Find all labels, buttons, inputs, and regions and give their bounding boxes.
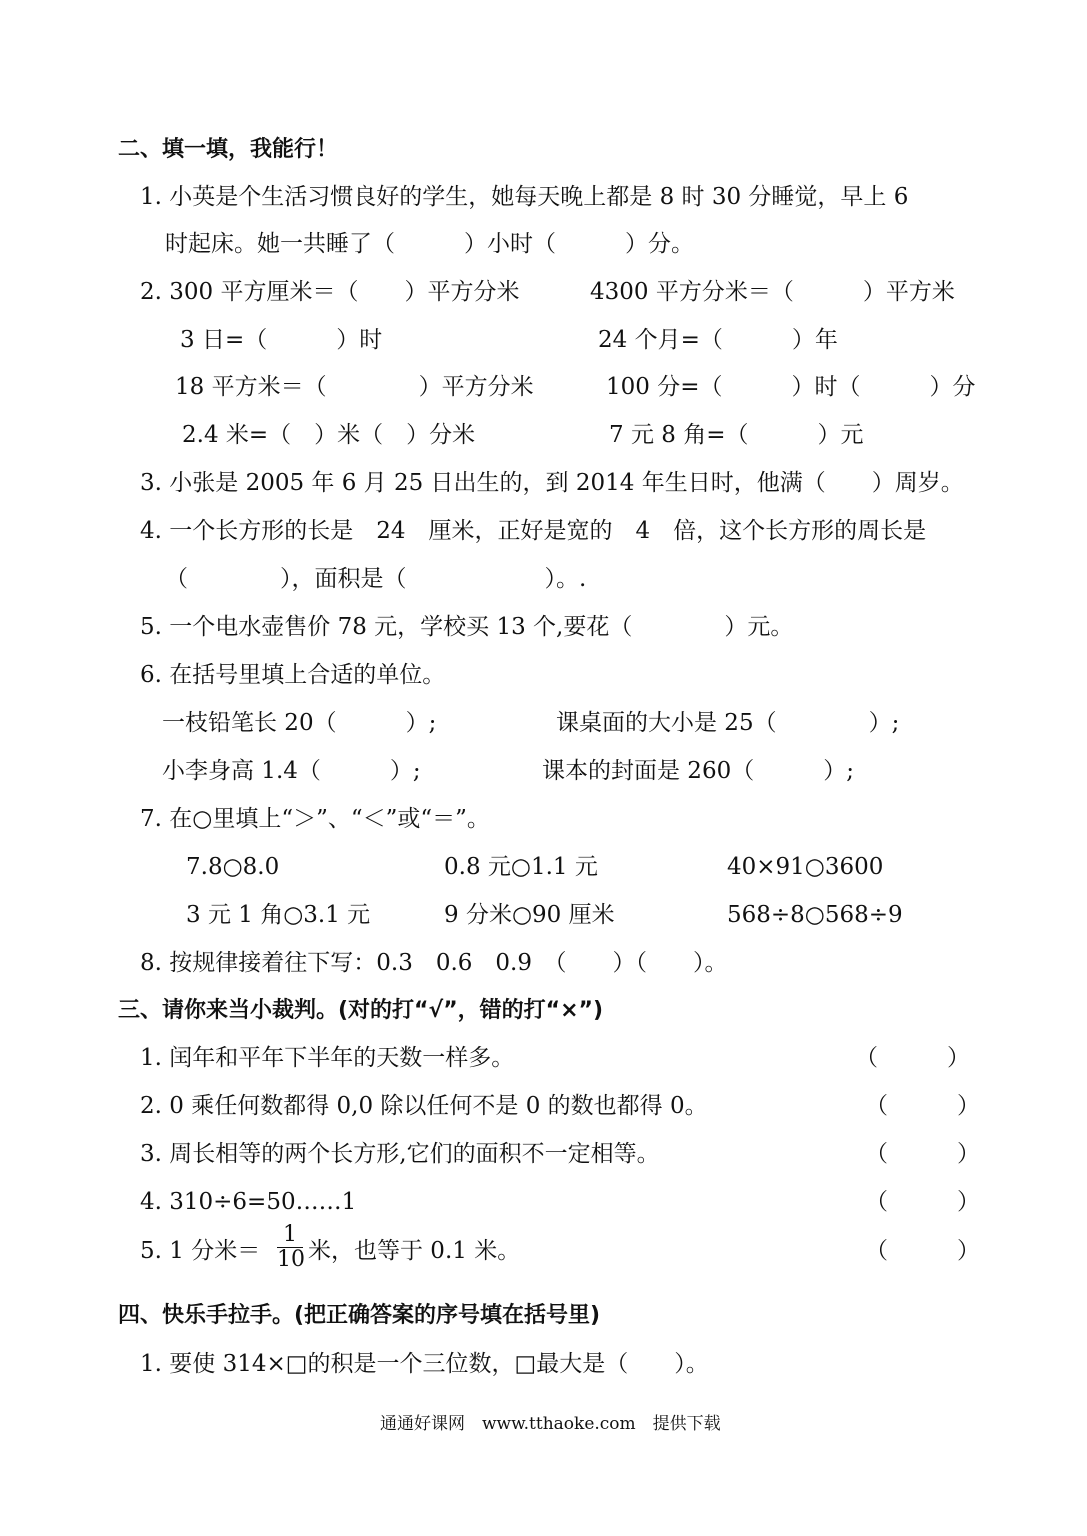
question-1-line-1: 1. 小英是个生活习惯良好的学生，她每天晚上都是 8 时 30 分睡觉，早上 6 — [140, 184, 909, 210]
question-2-item-b1: 3 日=（ ）时 — [180, 327, 383, 353]
question-6: 6. 在括号里填上合适的单位。 — [140, 662, 446, 688]
question-2-item-c1: 18 平方米＝（ ）平方分米 — [175, 374, 534, 400]
question-2-item-a2: 4300 平方分米＝（ ）平方米 — [590, 279, 955, 305]
judge-2-answer-blank[interactable]: （ ） — [865, 1093, 980, 1119]
judge-5-part-2: 米，也等于 0.1 米。 — [308, 1238, 521, 1264]
section-heading-fill: 二、填一填，我能行！ — [118, 137, 339, 162]
fraction-one-tenth — [277, 1223, 303, 1272]
question-7-item-a1: 7.8○8.0 — [186, 854, 280, 880]
question-7-item-b2: 9 分米○90 厘米 — [444, 902, 615, 928]
section-heading-choice: 四、快乐手拉手。(把正确答案的序号填在括号里) — [118, 1303, 601, 1328]
question-1-line-2: 时起床。她一共睡了（ ）小时（ ）分。 — [165, 231, 694, 257]
question-2-item-d2: 7 元 8 角=（ ）元 — [609, 422, 864, 448]
question-5: 5. 一个电水壶售价 78 元，学校买 13 个,要花（ ）元。 — [140, 614, 794, 640]
question-2-item-a1: 2. 300 平方厘米＝（ ）平方分米 — [140, 279, 520, 305]
choice-1: 1. 要使 314×□的积是一个三位数，□最大是（ ）。 — [140, 1351, 709, 1377]
question-2-item-d1: 2.4 米=（ ）米（ ）分米 — [182, 422, 476, 448]
question-2-item-b2: 24 个月=（ ）年 — [598, 327, 838, 353]
judge-3: 3. 周长相等的两个长方形,它们的面积不一定相等。 — [140, 1141, 660, 1167]
fraction-denominator: 10 — [277, 1247, 305, 1272]
judge-1: 1. 闰年和平年下半年的天数一样多。 — [140, 1045, 515, 1071]
question-2-item-c2: 100 分=（ ）时（ ）分 — [606, 374, 976, 400]
question-6-item-b1: 小李身高 1.4（ ）; — [162, 758, 421, 784]
question-7-item-b3: 568÷8○568÷9 — [727, 902, 903, 928]
judge-5-part-1: 5. 1 分米＝ — [140, 1238, 261, 1264]
question-6-item-a2: 课桌面的大小是 25（ ）; — [556, 710, 900, 736]
judge-4: 4. 310÷6=50……1 — [140, 1189, 357, 1215]
question-6-item-b2: 课本的封面是 260（ ）; — [542, 758, 854, 784]
question-7: 7. 在○里填上“＞”、“＜”或“＝”。 — [140, 806, 490, 832]
question-3: 3. 小张是 2005 年 6 月 25 日出生的，到 2014 年生日时，他满（ ）周岁。 — [140, 470, 964, 496]
judge-2: 2. 0 乘任何数都得 0,0 除以任何不是 0 的数也都得 0。 — [140, 1093, 708, 1119]
question-8: 8. 按规律接着往下写：0.3 0.6 0.9 （ ）（ ）。 — [140, 950, 728, 976]
question-4-line-1: 4. 一个长方形的长是 24 厘米，正好是宽的 4 倍，这个长方形的周长是 — [140, 518, 927, 544]
fraction-numerator: 1 — [277, 1223, 303, 1248]
question-4-line-2: （ ），面积是（ ）。. — [165, 566, 587, 592]
question-6-item-a1: 一枝铅笔长 20（ ）; — [162, 710, 437, 736]
judge-3-answer-blank[interactable]: （ ） — [865, 1141, 980, 1167]
judge-4-answer-blank[interactable]: （ ） — [865, 1189, 980, 1215]
judge-5-answer-blank[interactable]: （ ） — [865, 1238, 980, 1264]
question-7-item-a3: 40×91○3600 — [727, 854, 884, 880]
page-footer: 通通好课网 www.tthaoke.com 提供下载 — [380, 1414, 721, 1434]
question-7-item-a2: 0.8 元○1.1 元 — [444, 854, 598, 880]
question-7-item-b1: 3 元 1 角○3.1 元 — [186, 902, 371, 928]
judge-1-answer-blank[interactable]: （ ） — [855, 1045, 970, 1071]
section-heading-judge: 三、请你来当小裁判。(对的打“√”，错的打“×”) — [118, 998, 604, 1023]
